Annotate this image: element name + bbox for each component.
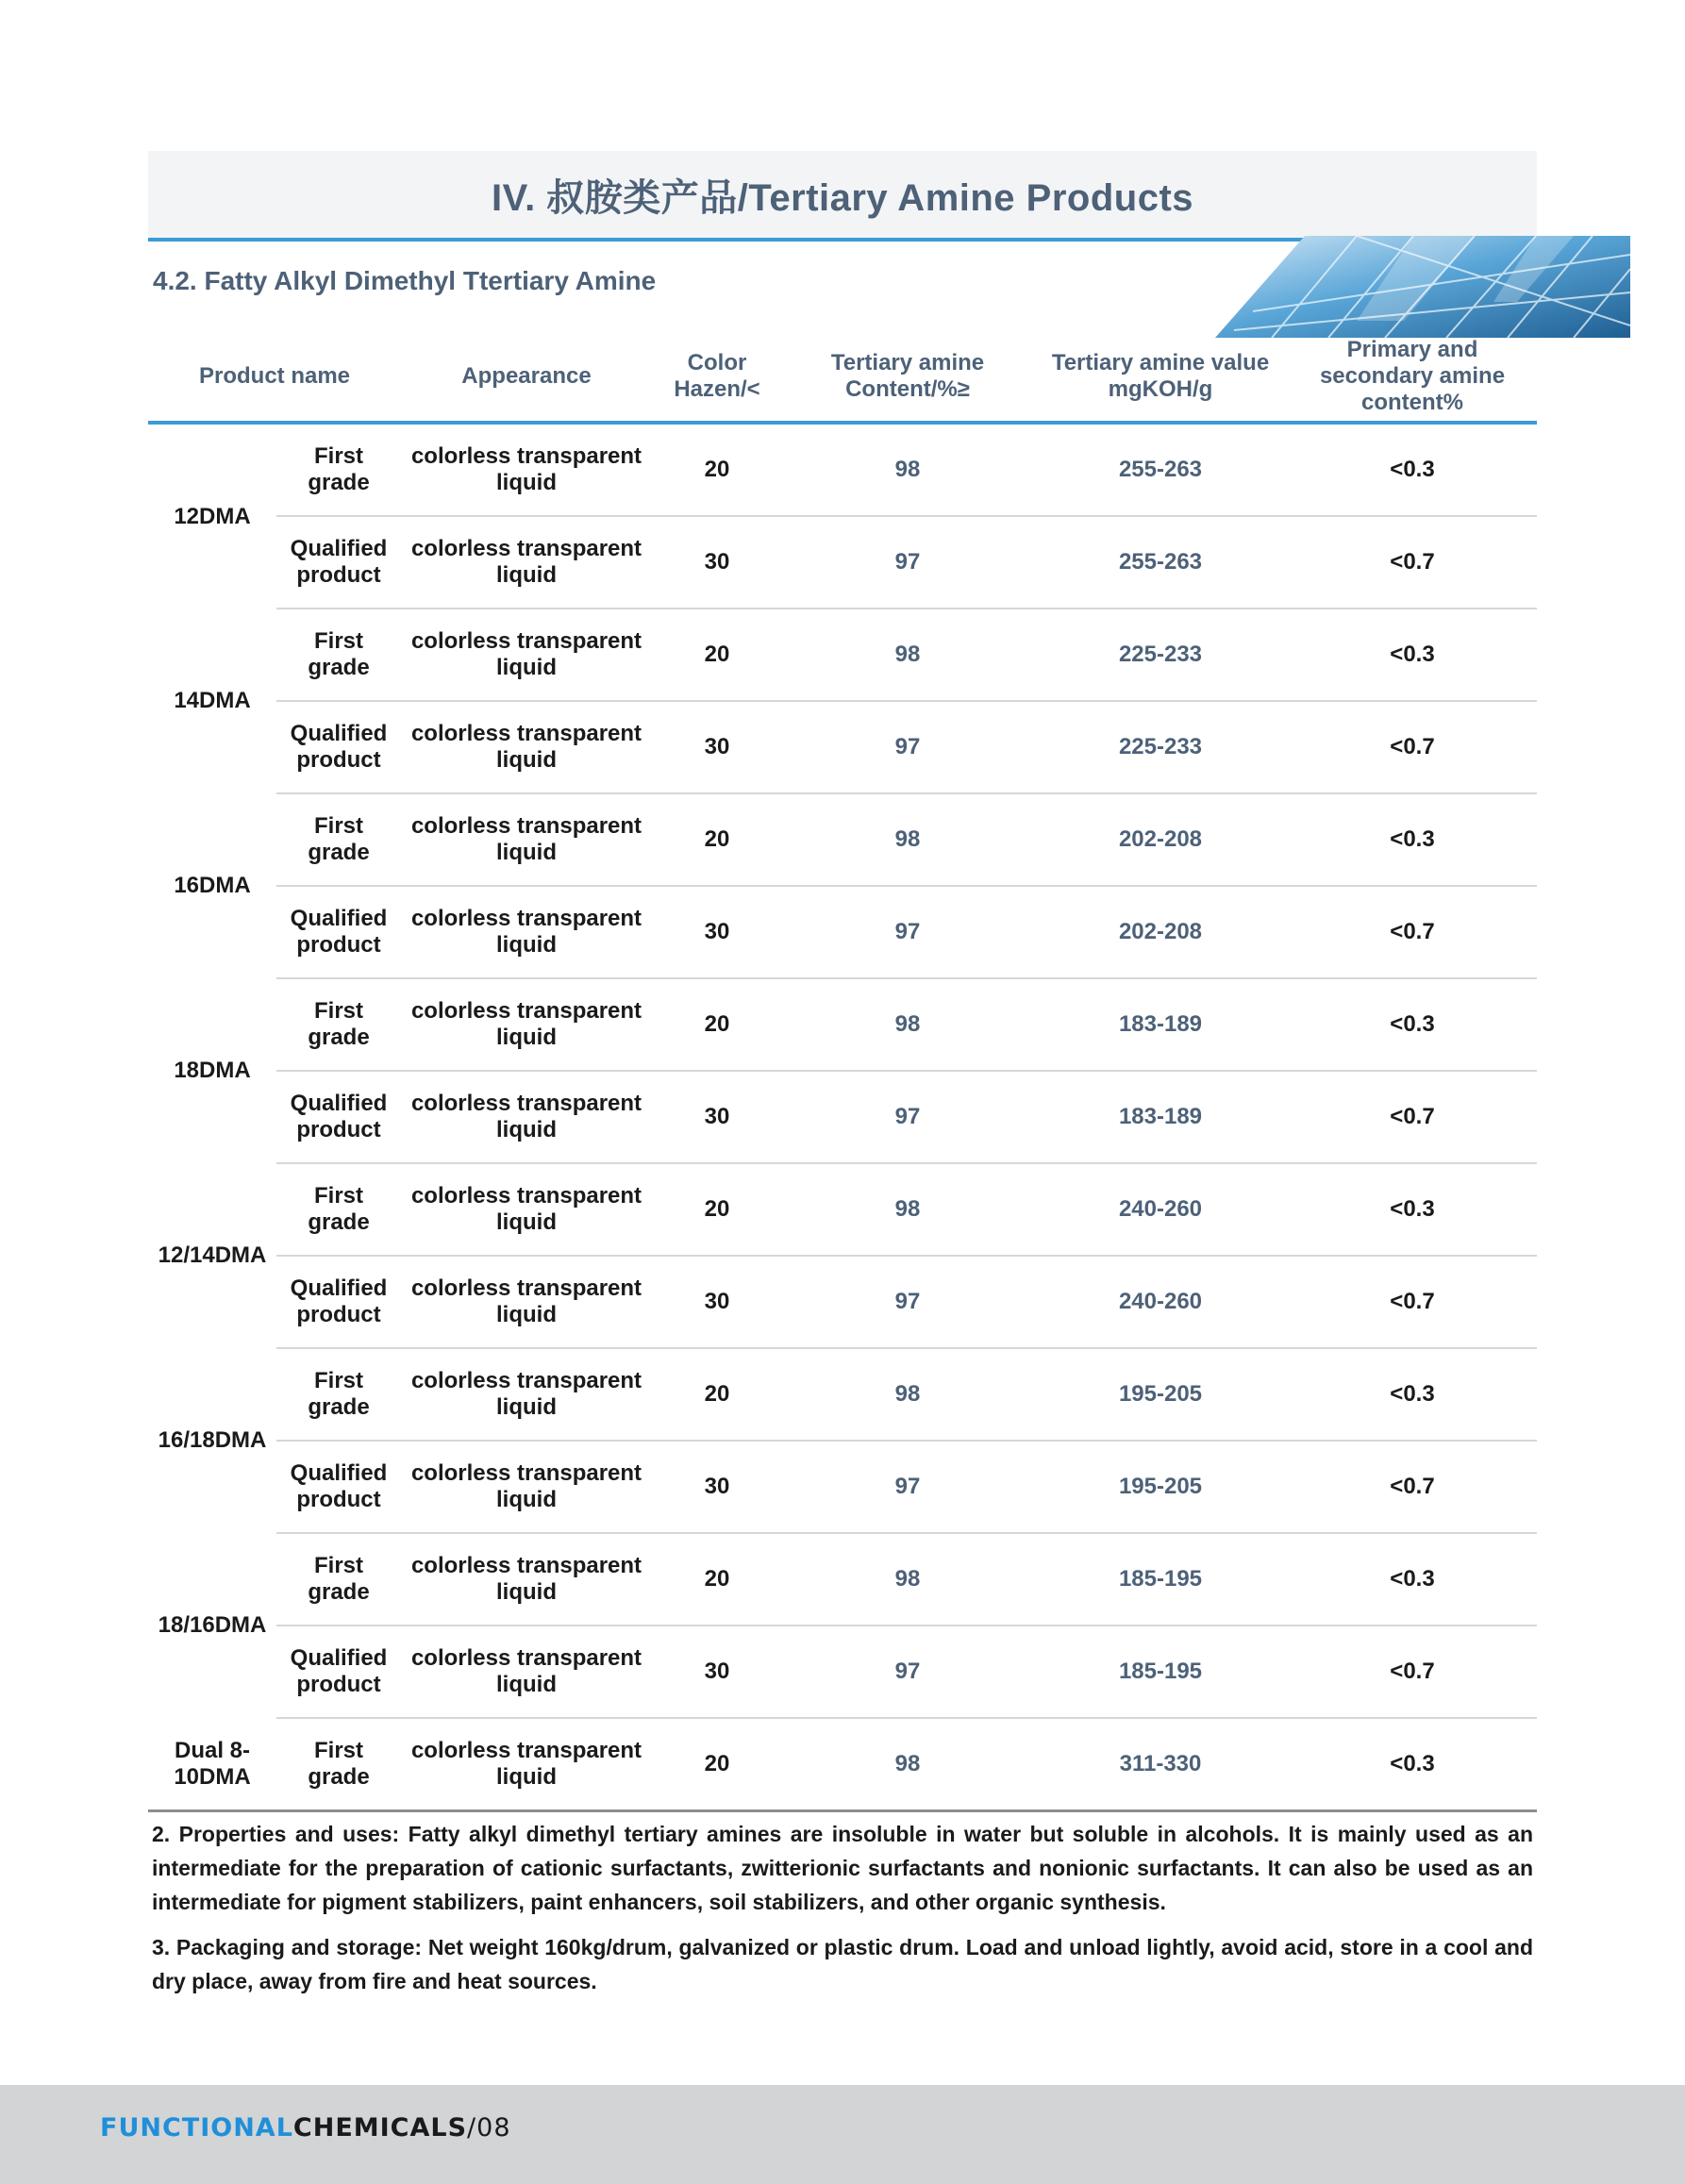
table-row [148, 1071, 1537, 1163]
primary-secondary: <0.3 [1288, 1163, 1537, 1256]
appearance: colorless transparent liquid [401, 1718, 652, 1811]
primary-secondary: <0.7 [1288, 701, 1537, 793]
amine-content: 98 [782, 793, 1033, 886]
footer [0, 2085, 1685, 2184]
table-row [148, 1718, 1537, 1811]
appearance: colorless transparent liquid [401, 1256, 652, 1348]
section-title: 4.2. Fatty Alkyl Dimethyl Ttertiary Amine [153, 266, 657, 295]
amine-value: 183-189 [1033, 1071, 1288, 1163]
color-hazen: 30 [652, 1625, 782, 1718]
grade: Qualified product [276, 886, 401, 978]
page-number: /08 [467, 2113, 511, 2142]
appearance: colorless transparent liquid [401, 609, 652, 701]
header-content: Tertiary amine Content/%≥ [782, 332, 1033, 423]
grade: First grade [276, 1533, 401, 1625]
notes [152, 1817, 1533, 2009]
primary-secondary: <0.7 [1288, 886, 1537, 978]
color-hazen: 20 [652, 1348, 782, 1441]
color-hazen: 20 [652, 793, 782, 886]
table-row [148, 516, 1537, 609]
amine-value: 240-260 [1033, 1256, 1288, 1348]
header-product-name: Product name [148, 332, 401, 423]
primary-secondary: <0.3 [1288, 793, 1537, 886]
product-name: 18DMA [174, 1058, 251, 1083]
amine-value: 240-260 [1033, 1163, 1288, 1256]
appearance: colorless transparent liquid [401, 978, 652, 1071]
grade: Qualified product [276, 701, 401, 793]
primary-secondary: <0.3 [1288, 1718, 1537, 1811]
grade: First grade [276, 793, 401, 886]
primary-secondary: <0.7 [1288, 1441, 1537, 1533]
amine-content: 98 [782, 978, 1033, 1071]
primary-secondary: <0.3 [1288, 1348, 1537, 1441]
amine-content: 97 [782, 516, 1033, 609]
grade: Qualified product [276, 1071, 401, 1163]
grade: First grade [276, 1163, 401, 1256]
table-header-row [148, 332, 1537, 423]
appearance: colorless transparent liquid [401, 886, 652, 978]
amine-content: 98 [782, 1718, 1033, 1811]
appearance: colorless transparent liquid [401, 1163, 652, 1256]
appearance: colorless transparent liquid [401, 1348, 652, 1441]
amine-value: 225-233 [1033, 701, 1288, 793]
table-row [148, 1625, 1537, 1718]
amine-value: 255-263 [1033, 423, 1288, 516]
amine-content: 97 [782, 1441, 1033, 1533]
amine-value: 195-205 [1033, 1348, 1288, 1441]
table-row [148, 1348, 1537, 1441]
amine-value: 185-195 [1033, 1533, 1288, 1625]
color-hazen: 20 [652, 609, 782, 701]
amine-value: 202-208 [1033, 793, 1288, 886]
product-name: 18/16DMA [158, 1612, 267, 1638]
amine-content: 98 [782, 1163, 1033, 1256]
table-row [148, 886, 1537, 978]
table-row [148, 1163, 1537, 1256]
amine-value: 185-195 [1033, 1625, 1288, 1718]
amine-value: 311-330 [1033, 1718, 1288, 1811]
header-amine-value: Tertiary amine value mgKOH/g [1033, 332, 1288, 423]
color-hazen: 20 [652, 1718, 782, 1811]
color-hazen: 30 [652, 1071, 782, 1163]
header-primary-secondary: Primary and secondary amine content% [1288, 332, 1537, 423]
amine-content: 97 [782, 1071, 1033, 1163]
footer-brand-chemicals: CHEMICALS [292, 2113, 468, 2142]
amine-content: 97 [782, 886, 1033, 978]
primary-secondary: <0.7 [1288, 1625, 1537, 1718]
appearance: colorless transparent liquid [401, 1441, 652, 1533]
amine-content: 97 [782, 701, 1033, 793]
table-row [148, 701, 1537, 793]
amine-value: 183-189 [1033, 978, 1288, 1071]
appearance: colorless transparent liquid [401, 1071, 652, 1163]
page-title: IV. 叔胺类产品/Tertiary Amine Products [491, 176, 1194, 219]
table-row [148, 793, 1537, 886]
amine-content: 98 [782, 1533, 1033, 1625]
grade: First grade [276, 1348, 401, 1441]
grade: First grade [276, 423, 401, 516]
product-name: 16DMA [174, 873, 251, 898]
color-hazen: 30 [652, 1256, 782, 1348]
color-hazen: 30 [652, 886, 782, 978]
header-color: Color Hazen/< [652, 332, 782, 423]
color-hazen: 20 [652, 423, 782, 516]
table-row [148, 1533, 1537, 1625]
product-name: 14DMA [174, 688, 251, 713]
note-properties: 2. Properties and uses: Fatty alkyl dimethyl tertiary amines are insoluble in water but soluble in alcohols. It is mainly used as an intermediate for the preparation of cationic surfactants, zwitterionic surfactants and nonionic surfactants. It can also be used as an intermediate for pigment stabilizers, paint enhancers, soil stabilizers, and other organic synthesis. [152, 1822, 1533, 1914]
table-row [148, 609, 1537, 701]
primary-secondary: <0.3 [1288, 423, 1537, 516]
amine-content: 97 [782, 1625, 1033, 1718]
appearance: colorless transparent liquid [401, 1533, 652, 1625]
table-row [148, 423, 1537, 516]
color-hazen: 30 [652, 701, 782, 793]
appearance: colorless transparent liquid [401, 516, 652, 609]
grade: First grade [276, 609, 401, 701]
product-name: 12/14DMA [158, 1242, 267, 1268]
primary-secondary: <0.7 [1288, 1071, 1537, 1163]
appearance: colorless transparent liquid [401, 701, 652, 793]
primary-secondary: <0.3 [1288, 978, 1537, 1071]
amine-content: 98 [782, 1348, 1033, 1441]
primary-secondary: <0.3 [1288, 609, 1537, 701]
color-hazen: 30 [652, 516, 782, 609]
product-name: 12DMA [174, 503, 251, 529]
grade: Qualified product [276, 1441, 401, 1533]
color-hazen: 20 [652, 978, 782, 1071]
title-band [148, 151, 1537, 242]
amine-value: 225-233 [1033, 609, 1288, 701]
table-row [148, 1256, 1537, 1348]
grade: Qualified product [276, 1256, 401, 1348]
appearance: colorless transparent liquid [401, 423, 652, 516]
primary-secondary: <0.7 [1288, 1256, 1537, 1348]
product-name: 16/18DMA [158, 1427, 267, 1453]
appearance: colorless transparent liquid [401, 793, 652, 886]
glass-building-image [1215, 236, 1630, 338]
footer-brand-functional: FUNCTIONAL [100, 2113, 293, 2142]
appearance: colorless transparent liquid [401, 1625, 652, 1718]
amine-content: 98 [782, 609, 1033, 701]
primary-secondary: <0.7 [1288, 516, 1537, 609]
color-hazen: 20 [652, 1163, 782, 1256]
amine-value: 195-205 [1033, 1441, 1288, 1533]
primary-secondary: <0.3 [1288, 1533, 1537, 1625]
grade: Qualified product [276, 1625, 401, 1718]
header-appearance: Appearance [401, 332, 652, 423]
color-hazen: 30 [652, 1441, 782, 1533]
grade: First grade [276, 1718, 401, 1811]
amine-content: 97 [782, 1256, 1033, 1348]
specs-table [148, 332, 1537, 1812]
grade: First grade [276, 978, 401, 1071]
grade: Qualified product [276, 516, 401, 609]
table-row [148, 978, 1537, 1071]
product-name: Dual 8-10DMA [148, 1718, 276, 1811]
color-hazen: 20 [652, 1533, 782, 1625]
amine-content: 98 [782, 423, 1033, 516]
footer-brand [100, 2113, 511, 2142]
table-row [148, 1441, 1537, 1533]
amine-value: 255-263 [1033, 516, 1288, 609]
amine-value: 202-208 [1033, 886, 1288, 978]
note-packaging: 3. Packaging and storage: Net weight 160kg/drum, galvanized or plastic drum. Load and unload lightly, avoid acid, store in a cool and dry place, away from fire and heat sources. [152, 1935, 1533, 1993]
